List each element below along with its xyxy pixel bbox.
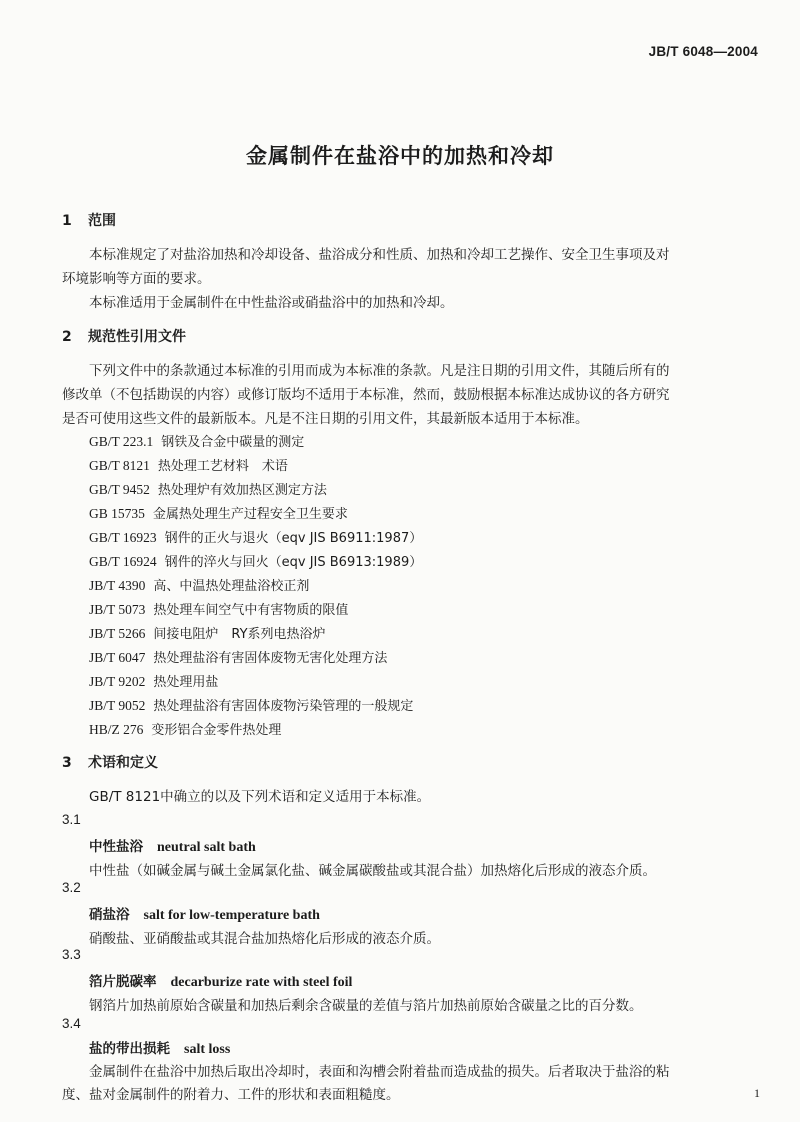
reference-item [89,695,413,714]
paragraph-line: 本标准规定了对盐浴加热和冷却设备、盐浴成分和性质、加热和冷却工艺操作、安全卫生事项及对 [89,247,670,263]
reference-item [89,455,288,474]
reference-item [89,719,281,738]
reference-title: 高、中温热处理盐浴校正剂 [153,579,310,594]
reference-item [89,551,422,570]
term-definition-cont: 度、盐对金属制件的附着力、工件的形状和表面粗糙度。 [62,1087,400,1103]
paragraph-line: 环境影响等方面的要求。 [62,271,211,287]
reference-item [89,503,348,522]
reference-code: GB/T 9452 [89,482,150,497]
standard-code: JB/T 6048—2004 [648,44,758,59]
reference-title: 间接电阻炉 RY系列电热浴炉 [153,627,326,642]
reference-code: GB/T 8121 [89,458,150,473]
reference-code: GB/T 16923 [89,530,157,545]
reference-title: 钢铁及合金中碳量的测定 [161,435,305,450]
reference-item [89,647,387,666]
term-definition: 中性盐（如碱金属与碱土金属氯化盐、碱金属碳酸盐或其混合盐）加热熔化后形成的液态介质。 [89,863,656,879]
term-chinese: 硝盐浴 [89,907,130,923]
term-chinese: 盐的带出损耗 [89,1041,170,1057]
reference-code: JB/T 4390 [89,578,146,593]
reference-item [89,431,304,450]
reference-code: JB/T 5266 [89,626,146,641]
term-chinese: 箔片脱碳率 [89,974,157,990]
term-chinese: 中性盐浴 [89,839,143,855]
reference-title: 热处理工艺材料 术语 [157,459,288,474]
section-number: 2 [62,329,72,345]
reference-title: 热处理盐浴有害固体废物无害化处理方法 [153,651,388,666]
paragraph-line: 是否可使用这些文件的最新版本。凡是不注日期的引用文件，其最新版本适用于本标准。 [62,411,589,427]
reference-code: JB/T 5073 [89,602,146,617]
reference-title: 变形铝合金零件热处理 [151,723,282,738]
clause-number: 3.2 [62,880,81,895]
term-english: salt loss [184,1042,231,1057]
section-title: 术语和定义 [88,755,158,771]
term-heading [89,970,352,991]
term-definition: 硝酸盐、亚硝酸盐或其混合盐加热熔化后形成的液态介质。 [89,931,440,947]
term-english: neutral salt bath [157,840,256,855]
section-1-heading [62,210,116,230]
clause-number: 3.4 [62,1016,81,1031]
term-heading [89,835,256,856]
term-heading [89,903,320,924]
term-english: decarburize rate with steel foil [170,975,353,990]
reference-item [89,599,348,618]
term-definition: 钢箔片加热前原始含碳量和加热后剩余含碳量的差值与箔片加热前原始含碳量之比的百分数。 [89,998,643,1014]
document-title: 金属制件在盐浴中的加热和冷却 [246,144,554,168]
reference-code: GB 15735 [89,506,145,521]
reference-title: 钢件的正火与退火（eqv JIS B6911:1987） [164,531,423,546]
term-heading [89,1037,230,1058]
reference-title: 热处理盐浴有害固体废物污染管理的一般规定 [153,699,414,714]
term-definition: 金属制件在盐浴中加热后取出冷却时，表面和沟槽会附着盐而造成盐的损失。后者取决于盐浴的粘 [89,1064,670,1080]
section-number: 1 [62,213,72,229]
reference-code: GB/T 223.1 [89,434,154,449]
reference-code: JB/T 9052 [89,698,146,713]
term-english: salt for low-temperature bath [143,908,320,923]
reference-title: 热处理车间空气中有害物质的限值 [153,603,349,618]
section-title: 范围 [88,213,116,229]
reference-item [89,623,326,642]
reference-item [89,527,422,546]
paragraph-line: 下列文件中的条款通过本标准的引用而成为本标准的条款。凡是注日期的引用文件，其随后所有的 [89,363,670,379]
paragraph-line: 修改单（不包括勘误的内容）或修订版均不适用于本标准，然而，鼓励根据本标准达成协议的各方研究 [62,387,670,403]
section-2-heading [62,326,186,346]
section-number: 3 [62,755,72,771]
reference-title: 热处理用盐 [153,675,219,690]
reference-item [89,671,218,690]
reference-title: 金属热处理生产过程安全卫生要求 [152,507,348,522]
section-3-heading [62,752,158,772]
paragraph-line: GB/T 8121中确立的以及下列术语和定义适用于本标准。 [89,789,431,805]
clause-number: 3.3 [62,947,81,962]
page-number: 1 [754,1086,760,1100]
clause-number: 3.1 [62,812,81,827]
reference-code: HB/Z 276 [89,722,144,737]
reference-code: JB/T 9202 [89,674,146,689]
section-title: 规范性引用文件 [88,329,186,345]
reference-code: GB/T 16924 [89,554,157,569]
reference-title: 钢件的淬火与回火（eqv JIS B6913:1989） [164,555,423,570]
reference-code: JB/T 6047 [89,650,146,665]
reference-item [89,575,309,594]
paragraph-line: 本标准适用于金属制件在中性盐浴或硝盐浴中的加热和冷却。 [89,295,454,311]
reference-item [89,479,327,498]
reference-title: 热处理炉有效加热区测定方法 [157,483,327,498]
